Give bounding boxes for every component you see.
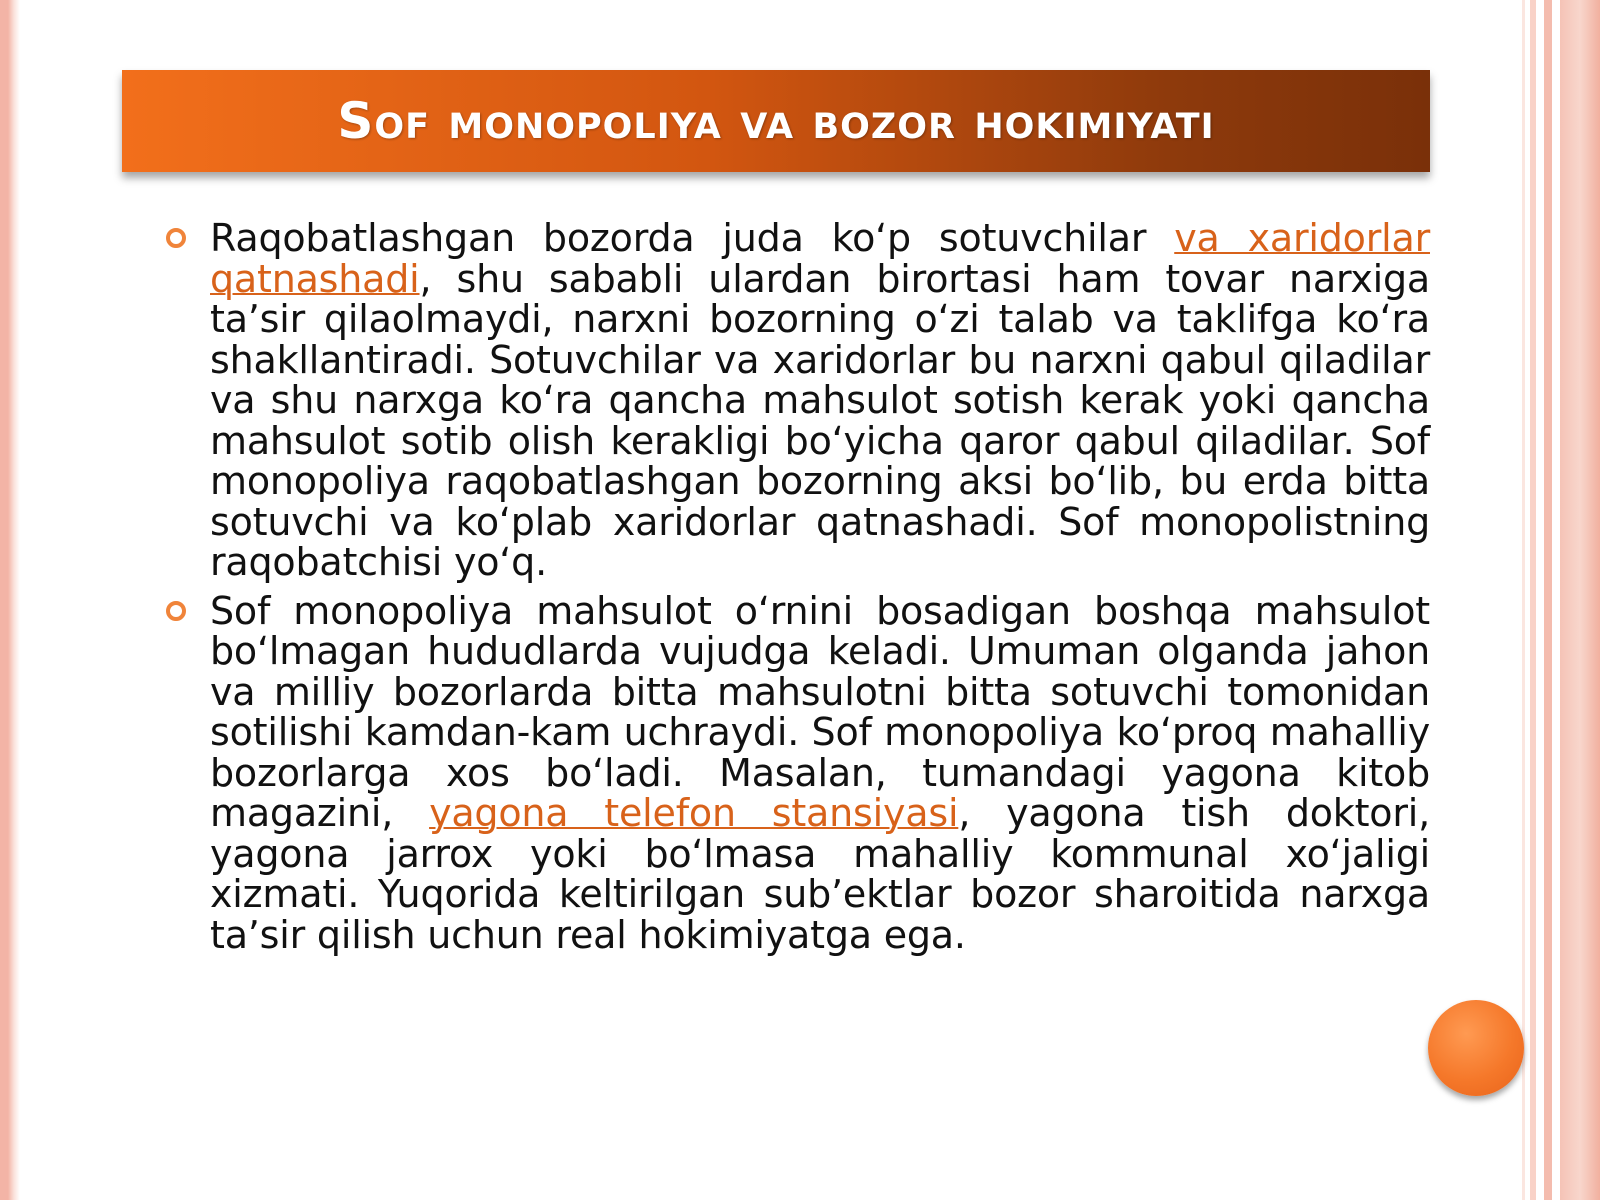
bullet-list [160, 218, 1430, 963]
right-edge-stripe [1560, 0, 1600, 1200]
hyperlink[interactable]: va xaridorlar qatnashadi [210, 216, 1430, 301]
right-edge-stripe [1530, 0, 1536, 1200]
hyperlink[interactable]: yagona telefon stansiyasi [429, 791, 959, 835]
ring-bullet-icon [166, 601, 186, 621]
bullet-text-part: , yagona tish doktori, yagona jarrox yoki bo‘lmasa mahalliy kommunal xo‘jaligi xizmati. Yuqorida keltirilgan sub’ektlar bozor sharoitida narxga ta’sir qilish uchun real hokimiyatga ega. [210, 791, 1430, 957]
left-edge-stripe [0, 0, 20, 1200]
bullet-text-part: , shu sababli ulardan birortasi ham tovar narxiga ta’sir qilaolmaydi, narxni bozorning o‘zi talab va taklifga ko‘ra shakllantiradi. Sotuvchilar va xaridorlar bu narxni qabul qiladilar va shu narxga ko‘ra qancha mahsulot sotish kerak yoki qancha mahsulot sotib olish kerakligi bo‘yicha qaror qabul qiladilar. Sof monopoliya raqobatlashgan bozorning aksi bo‘lib, bu erda bitta sotuvchi va ko‘plab xaridorlar qatnashadi. Sof monopolistning raqobatchisi yo‘q. [210, 256, 1430, 584]
bullet-text [210, 588, 1430, 957]
list-item [160, 588, 1430, 957]
bullet-text [210, 218, 1430, 583]
ring-bullet-icon [166, 228, 186, 248]
title-banner [122, 70, 1430, 172]
right-edge-stripe [1544, 0, 1552, 1200]
bullet-text-part: Sof monopoliya mahsulot o‘rnini bosadigan boshqa mahsulot bo‘lmagan hududlarda vujudga keladi. Umuman olganda jahon va milliy bozorlarda bitta mahsulotni bitta sotuvchi tomonidan sotilishi kamdan-kam uchraydi. Sof monopoliya ko‘proq mahalliy bozorlarga xos bo‘ladi. Masalan, tumandagi yagona kitob magazini, [210, 588, 1430, 835]
slide-title: Sof monopoliya va bozor hokimiyati [337, 92, 1215, 150]
orange-circle-decoration [1428, 1000, 1524, 1096]
list-item [160, 218, 1430, 583]
right-edge-stripe [1522, 0, 1525, 1200]
bullet-text-part: Raqobatlashgan bozorda juda ko‘p sotuvchilar [210, 216, 1175, 260]
